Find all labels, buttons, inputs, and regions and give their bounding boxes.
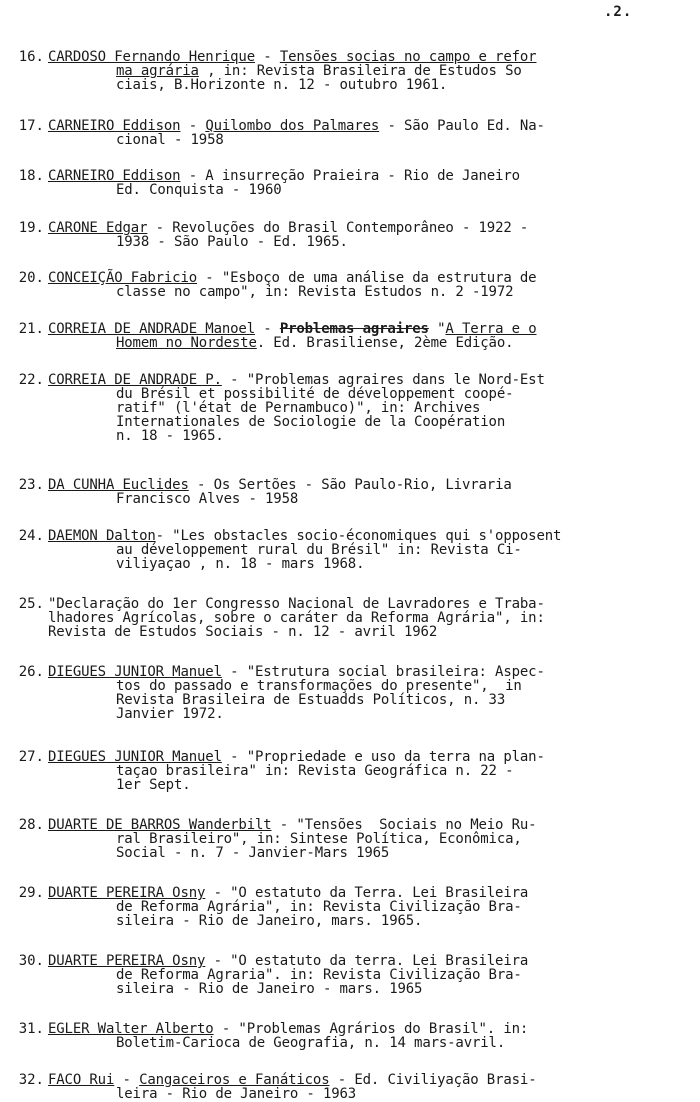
entry-line <box>116 429 224 443</box>
entry-text: lhadores Agrícolas, sobre o caráter da Reforma Agrária", in: <box>48 610 545 626</box>
entry-line <box>48 529 561 543</box>
underlined-text: DA CUNHA Euclides <box>48 477 189 493</box>
entry-text: - "Propriedade e uso da terra na plan- <box>221 749 545 765</box>
entry-line <box>116 707 224 721</box>
entry-line <box>48 818 536 832</box>
entry-text: , in: Revista Brasileira de Estudos So <box>198 63 522 79</box>
entry-number: 16. <box>18 49 44 65</box>
underlined-text: CORREIA DE ANDRADE P. <box>48 372 222 388</box>
entry-text: de Reforma Agraria". in: Revista Civilização Bra- <box>116 967 522 983</box>
entry-text: "Declaração do 1er Congresso Nacional de Lavradores e Traba- <box>48 596 545 612</box>
struck-text: Problemas agraires <box>279 321 429 337</box>
entry-text: Francisco Alves - 1958 <box>116 491 299 507</box>
entry-number: 24. <box>18 528 44 544</box>
page-number: .2. <box>604 4 633 20</box>
entry-text: - <box>254 49 280 65</box>
entry-number: 25. <box>18 596 44 612</box>
underlined-text: A Terra e o <box>445 321 537 337</box>
entry-text: Ed. Conquista - 1960 <box>116 182 282 198</box>
entry-line <box>116 1087 356 1101</box>
entry-text: Revista de Estudos Sociais - n. 12 - avril 1962 <box>48 624 438 640</box>
entry-line <box>116 78 447 92</box>
entry-line <box>48 750 545 764</box>
entry-line <box>116 832 522 846</box>
entry-text: - "Problemas agraires dans le Nord-Est <box>221 372 545 388</box>
entry-text: " <box>428 321 446 337</box>
entry-line <box>48 954 528 968</box>
entry-line <box>116 387 513 401</box>
entry-line <box>48 478 512 492</box>
entry-line <box>116 900 522 914</box>
entry-text: ratif" (l'état de Pernambuco)", in: Archives <box>116 400 481 416</box>
entry-line <box>48 50 536 64</box>
entry-text: - "Estrutura social brasileira: Aspec- <box>221 664 545 680</box>
entry-line <box>48 373 545 387</box>
entry-number: 18. <box>18 168 44 184</box>
underlined-text: DUARTE DE BARROS Wanderbilt <box>48 817 272 833</box>
entry-text: - "Problemas Agrários do Brasil". in: <box>213 1021 529 1037</box>
underlined-text: DAEMON Dalton <box>48 528 156 544</box>
entry-text: 1er Sept. <box>116 777 191 793</box>
entry-line <box>48 119 545 133</box>
underlined-text: FACO Rui <box>48 1072 115 1088</box>
entry-text: leira - Rio de Janeiro - 1963 <box>116 1086 357 1102</box>
underlined-text: CARNEIRO Eddison <box>48 168 181 184</box>
entry-line <box>48 322 536 336</box>
entry-line <box>116 401 480 415</box>
entry-line <box>48 886 528 900</box>
entry-number: 28. <box>18 817 44 833</box>
entry-text: Boletim-Carioca de Geografia, n. 14 mars-avril. <box>116 1035 506 1051</box>
entry-text: Internationales de Sociologie de la Coopération <box>116 414 506 430</box>
entry-line <box>116 133 224 147</box>
entry-text: - "Tensões Sociais no Meio Ru- <box>271 817 537 833</box>
entry-line <box>116 557 364 571</box>
entry-number: 17. <box>18 118 44 134</box>
entry-number: 22. <box>18 372 44 388</box>
entry-line <box>116 778 191 792</box>
entry-text: - São Paulo Ed. Na- <box>379 118 545 134</box>
entry-number: 21. <box>18 321 44 337</box>
entry-number: 23. <box>18 477 44 493</box>
entry-line <box>116 415 505 429</box>
entry-text: de Reforma Agrária", in: Revista Civilização Bra- <box>116 899 522 915</box>
entry-number: 30. <box>18 953 44 969</box>
entry-line <box>116 1036 505 1050</box>
entry-text: - Ed. Civiliyação Brasi- <box>329 1072 537 1088</box>
entry-text: - "Esboço de uma análise da estrutura de <box>197 270 537 286</box>
entry-number: 19. <box>18 220 44 236</box>
entry-number: 27. <box>18 749 44 765</box>
underlined-text: Cangaceiros e Fanáticos <box>139 1072 330 1088</box>
entry-text: - <box>180 118 206 134</box>
entry-line <box>116 914 422 928</box>
entry-line <box>116 285 513 299</box>
entry-text: - "O estatuto da terra. Lei Brasileira <box>205 953 529 969</box>
entry-text: sileira - Rio de Janeiro, mars. 1965. <box>116 913 423 929</box>
entry-text: Social - n. 7 - Janvier-Mars 1965 <box>116 845 390 861</box>
entry-text: ciais, B.Horizonte n. 12 - outubro 1961. <box>116 77 448 93</box>
entry-text: au développement rural du Brésil" in: Revista Ci- <box>116 542 522 558</box>
entry-line <box>48 611 545 625</box>
entry-line <box>116 982 422 996</box>
underlined-text: CONCEIÇÃO Fabricio <box>48 270 198 286</box>
entry-line <box>116 543 522 557</box>
entry-line <box>116 492 298 506</box>
underlined-text: DIEGUES JUNIOR Manuel <box>48 749 222 765</box>
entry-text: - <box>114 1072 140 1088</box>
entry-text: . Ed. Brasiliense, 2ème Edição. <box>256 335 514 351</box>
entry-text: - Os Sertões - São Paulo-Rio, Livraria <box>188 477 512 493</box>
entry-line <box>116 64 522 78</box>
underlined-text: EGLER Walter Alberto <box>48 1021 214 1037</box>
entry-line <box>116 764 513 778</box>
entry-text: - "Les obstacles socio-économiques qui s'opposent <box>155 528 562 544</box>
entry-number: 26. <box>18 664 44 680</box>
entry-line <box>116 235 348 249</box>
entry-line <box>116 846 389 860</box>
underlined-text: CARNEIRO Eddison <box>48 118 181 134</box>
entry-line <box>48 597 545 611</box>
underlined-text: DUARTE PEREIRA Osny <box>48 953 206 969</box>
entry-number: 31. <box>18 1021 44 1037</box>
entry-line <box>48 625 437 639</box>
entry-line <box>48 169 520 183</box>
entry-text: 1938 - São Paulo - Ed. 1965. <box>116 234 348 250</box>
underlined-text: ma agrária <box>116 63 199 79</box>
entry-line <box>116 679 522 693</box>
underlined-text: Tensões socias no campo e refor <box>279 49 537 65</box>
entry-text: ral Brasileiro", in: Sintese Política, Econômica, <box>116 831 522 847</box>
underlined-text: CORREIA DE ANDRADE Manoel <box>48 321 255 337</box>
entry-line <box>48 665 545 679</box>
entry-text: du Brésil et possibilité de développement coopé- <box>116 386 514 402</box>
entry-text: n. 18 - 1965. <box>116 428 224 444</box>
entry-text: cional - 1958 <box>116 132 224 148</box>
entry-number: 20. <box>18 270 44 286</box>
entry-text: Janvier 1972. <box>116 706 224 722</box>
entry-text: - A insurreção Praieira - Rio de Janeiro <box>180 168 520 184</box>
entry-text: taçao brasileira" in: Revista Geográfica n. 22 - <box>116 763 514 779</box>
entry-number: 29. <box>18 885 44 901</box>
entry-text: - "O estatuto da Terra. Lei Brasileira <box>205 885 529 901</box>
entry-line <box>48 221 528 235</box>
underlined-text: CARONE Edgar <box>48 220 148 236</box>
underlined-text: DUARTE PEREIRA Osny <box>48 885 206 901</box>
entry-text: viliyaçao , n. 18 - mars 1968. <box>116 556 365 572</box>
entry-line <box>116 336 513 350</box>
entry-line <box>48 271 536 285</box>
entry-text: - Revoluções do Brasil Contemporâneo - 1922 - <box>147 220 529 236</box>
entry-line <box>48 1073 536 1087</box>
underlined-text: Quilombo dos Palmares <box>205 118 380 134</box>
entry-number: 32. <box>18 1072 44 1088</box>
entry-text: - <box>254 321 280 337</box>
entry-line <box>116 693 505 707</box>
underlined-text: CARDOSO Fernando Henrique <box>48 49 255 65</box>
entry-text: Revista Brasileira de Estuadds Políticos, n. 33 <box>116 692 506 708</box>
entry-text: tos do passado e transformações do presente", in <box>116 678 522 694</box>
entry-line <box>116 183 282 197</box>
entry-line <box>116 968 522 982</box>
underlined-text: Homem no Nordeste <box>116 335 257 351</box>
entry-text: classe no campo", in: Revista Estudos n. 2 -1972 <box>116 284 514 300</box>
entry-line <box>48 1022 528 1036</box>
underlined-text: DIEGUES JUNIOR Manuel <box>48 664 222 680</box>
entry-text: sileira - Rio de Janeiro - mars. 1965 <box>116 981 423 997</box>
